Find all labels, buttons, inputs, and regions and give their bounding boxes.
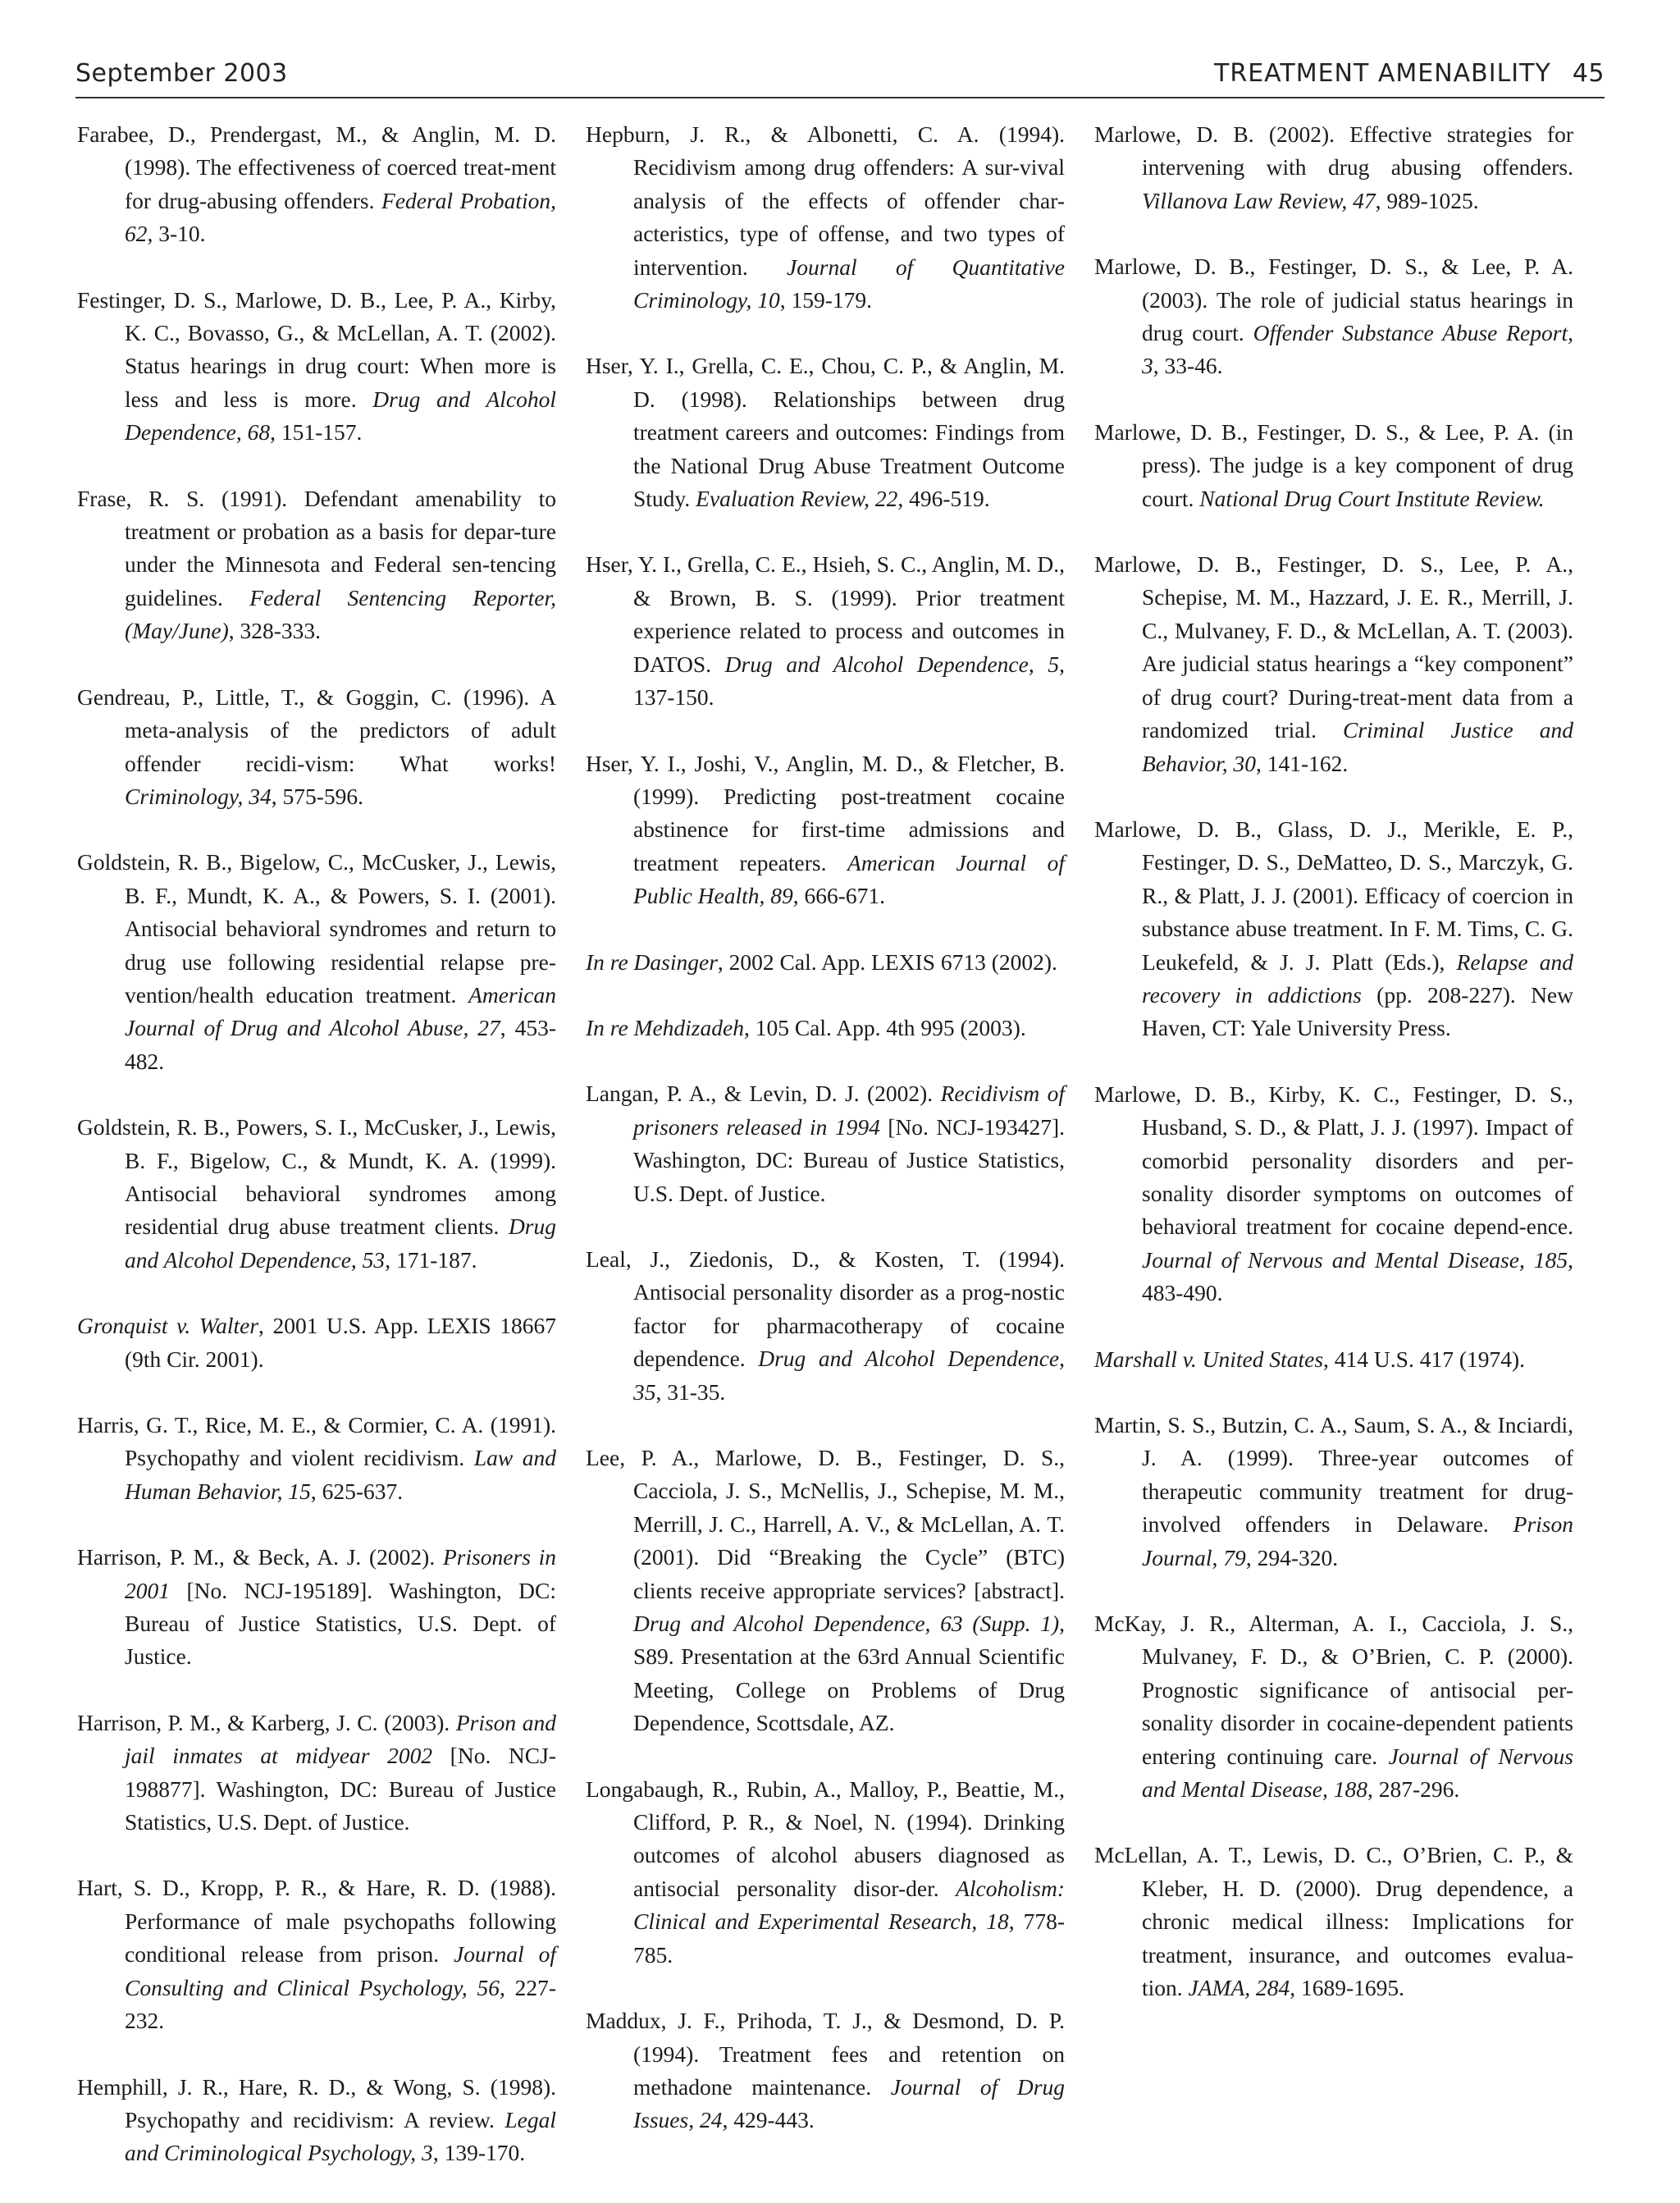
reference-source-italic: Drug and Alcohol Dependence, 35 [633, 1346, 1065, 1405]
reference-text: Farabee, D., Prendergast, M., & Anglin, M. D. (1998). The effectiveness of coerced treat-ment for drug-abusing offenders. [77, 121, 556, 213]
reference-entry [77, 482, 556, 648]
reference-entry [1094, 250, 1573, 383]
reference-text: , 294-320. [1245, 1544, 1339, 1570]
reference-text: Longabaugh, R., Rubin, A., Malloy, P., Beattie, M., Clifford, P. R., & Noel, N. (1994). Drinking outcomes of alcohol abusers diagnosed as antisocial personality disor-der. [586, 1776, 1065, 1901]
reference-text: , 227-232. [125, 1974, 556, 2034]
reference-entry [1094, 1839, 1573, 2004]
reference-text: , 151-157. [270, 419, 363, 446]
reference-text: Hser, Y. I., Grella, C. E., Hsieh, S. C., Anglin, M. D., & Brown, B. S. (1999). Prior treatment experience related to process and outcomes in DATOS. [586, 551, 1065, 677]
reference-source-italic: In re Mehdizadeh [586, 1014, 744, 1040]
reference-source-italic: Journal of Consulting and Clinical Psychology, 56 [125, 1941, 556, 2000]
reference-text: , 171-187. [385, 1246, 477, 1273]
reference-entry [586, 2004, 1065, 2137]
reference-entry [77, 681, 556, 814]
reference-entry [77, 2071, 556, 2170]
reference-source-italic: Offender Substance Abuse Report, 3 [1142, 320, 1573, 379]
reference-text: Marlowe, D. B., Festinger, D. S., Lee, P. A., Schepise, M. M., Hazzard, J. E. R., Merrill, J. C., Mulvaney, F. D., & McLellan, A. T. (2003). Are judicial status hearings a “key component” of drug court? During-treat-ment data from a randomized trial. [1094, 551, 1573, 743]
reference-source-italic: Law and Human Behavior, 15 [125, 1445, 557, 1504]
reference-entry [77, 284, 556, 450]
reference-source-italic: Prison and jail inmates at midyear 2002 [125, 1709, 557, 1769]
reference-source-italic: Journal of Quantitative Criminology, 10 [633, 254, 1065, 313]
running-head-right [1214, 59, 1605, 88]
reference-text: , 625-637. [310, 1478, 404, 1504]
reference-entry [586, 1077, 1065, 1210]
reference-source-italic: Gronquist v. Walter [77, 1313, 259, 1339]
reference-text: Gendreau, P., Little, T., & Goggin, C. (1996). A meta-analysis of the predictors of adult offender recidi-vism: What works! [77, 683, 556, 776]
reference-entry [1094, 118, 1573, 217]
reference-source-italic: Journal of Nervous and Mental Disease, 188 [1142, 1743, 1573, 1803]
reference-source-italic: Drug and Alcohol Dependence, 63 (Supp. 1) [633, 1611, 1060, 1637]
reference-text: Marlowe, D. B., Glass, D. J., Merikle, E. P., Festinger, D. S., DeMatteo, D. S., Marczyk, G. R., & Platt, J. J. (2001). Efficacy of coercion in substance abuse treatment. In F. M. Tims, C. G. Leukefeld, & J. J. Platt (Eds.), [1094, 816, 1573, 975]
reference-entry [586, 1012, 1065, 1044]
reference-entry [77, 1541, 556, 1674]
reference-text: , 31-35. [655, 1378, 726, 1405]
reference-entry [1094, 416, 1573, 515]
reference-source-italic: Prisoners in 2001 [125, 1544, 556, 1603]
reference-entry [77, 1309, 556, 1376]
reference-text: , 287-296. [1367, 1776, 1460, 1803]
reference-text: Langan, P. A., & Levin, D. J. (2002). [586, 1081, 941, 1107]
reference-source-italic: Relapse and recovery in addictions [1142, 948, 1573, 1008]
reference-text: , 414 U.S. 417 (1974). [1323, 1346, 1526, 1372]
reference-source-italic: Evaluation Review, 22 [696, 486, 898, 512]
reference-source-italic: Journal of Drug Issues, 24 [633, 2073, 1065, 2133]
reference-source-italic: Drug and Alcohol Dependence, 53 [125, 1213, 556, 1273]
reference-text: , 139-170. [432, 2140, 526, 2166]
reference-column-1 [77, 118, 556, 2203]
reference-text: , 3-10. [147, 221, 206, 247]
reference-entry [1094, 813, 1573, 1045]
reference-text: Marlowe, D. B., Kirby, K. C., Festinger, D. S., Husband, S. D., & Platt, J. J. (1997). Impact of comorbid personality disorders and per-sonality disorder symptoms on outcomes of behavioral treatment for cocaine depend-ence. [1094, 1081, 1573, 1240]
reference-text: Marlowe, D. B., Festinger, D. S., & Lee, P. A. (2003). The role of judicial status hearings in drug court. [1094, 254, 1573, 346]
reference-text: Goldstein, R. B., Powers, S. I., McCusker, J., Lewis, B. F., Bigelow, C., & Mundt, K. A. (1999). Antisocial behavioral syndromes among residential drug abuse treatment clients. [77, 1114, 556, 1240]
reference-text: [No. NCJ-193427]. Washington, DC: Bureau of Justice Statistics, U.S. Dept. of Justice. [633, 1113, 1065, 1206]
reference-text: Hepburn, J. R., & Albonetti, C. A. (1994). Recidivism among drug offenders: A sur-vival analysis of the effects of offender char-acteristics, type of offense, and two types of intervention. [586, 121, 1065, 280]
reference-text: Leal, J., Ziedonis, D., & Kosten, T. (1994). Antisocial personality disorder as a prog-nostic factor for pharmacotherapy of cocaine dependence. [586, 1245, 1065, 1372]
reference-text: [No. NCJ-195189]. Washington, DC: Bureau of Justice Statistics, U.S. Dept. of Justice. [125, 1577, 556, 1670]
page-number: 45 [1572, 59, 1605, 88]
reference-source-italic: Villanova Law Review, 47 [1142, 187, 1376, 213]
reference-text: Harris, G. T., Rice, M. E., & Cormier, C. A. (1991). Psychopathy and violent recidivism. [77, 1412, 556, 1471]
reference-text: Goldstein, R. B., Bigelow, C., McCusker, J., Lewis, B. F., Mundt, K. A., & Powers, S. I. (2001). Antisocial behavioral syndromes and return to drug use following residential relapse pre-vention/health education treatment. [77, 849, 556, 1008]
reference-text: Hemphill, J. R., Hare, R. D., & Wong, S. (1998). Psychopathy and recidivism: A review. [77, 2073, 556, 2132]
reference-text: , 778-785. [633, 1908, 1065, 1968]
reference-text: Marlowe, D. B., Festinger, D. S., & Lee, P. A. (in press). The judge is a key component of drug court. [1094, 418, 1573, 511]
reference-source-italic: Prison Journal, 79 [1142, 1511, 1573, 1570]
reference-entry [1094, 1607, 1573, 1806]
reference-text: , S89. Presentation at the 63rd Annual Scientific Meeting, College on Problems of Drug Dependence, Scottsdale, AZ. [633, 1611, 1065, 1736]
reference-entry [586, 1773, 1065, 1972]
reference-text: Frase, R. S. (1991). Defendant amenability to treatment or probation as a basis for depar-ture under the Minnesota and Federal sen-tencing guidelines. [77, 485, 556, 610]
reference-text: , 33-46. [1153, 353, 1223, 379]
reference-text: Maddux, J. F., Prihoda, T. J., & Desmond, D. P. (1994). Treatment fees and retention on methadone maintenance. [586, 2008, 1065, 2100]
reference-text: Hser, Y. I., Joshi, V., Anglin, M. D., & Fletcher, B. (1999). Predicting post-treatment cocaine abstinence for first-time admissions and treatment repeaters. [586, 750, 1065, 875]
reference-source-italic: American Journal of Public Health, 89 [633, 849, 1065, 909]
reference-source-italic: Journal of Nervous and Mental Disease, 185 [1142, 1246, 1568, 1273]
reference-text: Marlowe, D. B. (2002). Effective strategies for intervening with drug abusing offenders. [1094, 121, 1573, 181]
reference-text: , 105 Cal. App. 4th 995 (2003). [743, 1014, 1026, 1040]
reference-source-italic: Marshall v. United States [1094, 1346, 1324, 1372]
reference-text: Hart, S. D., Kropp, P. R., & Hare, R. D. (1988). Performance of male psychopaths following conditional release from prison. [77, 1875, 556, 1968]
reference-source-italic: National Drug Court Institute Review. [1199, 485, 1545, 511]
reference-text: Hser, Y. I., Grella, C. E., Chou, C. P., & Anglin, M. D. (1998). Relationships between drug treatment careers and outcomes: Findings from the National Drug Abuse Treatment Outcome Study. [586, 353, 1065, 512]
reference-entry [586, 1243, 1065, 1409]
reference-source-italic: Criminology, 34 [125, 783, 272, 809]
reference-entry [586, 118, 1065, 317]
reference-entry [1094, 548, 1573, 780]
reference-entry [1094, 1078, 1573, 1310]
reference-text: , 2002 Cal. App. LEXIS 6713 (2002). [717, 948, 1057, 975]
reference-source-italic: American Journal of Drug and Alcohol Abuse, 27 [125, 981, 556, 1041]
reference-text: Lee, P. A., Marlowe, D. B., Festinger, D. S., Cacciola, J. S., McNellis, J., Schepise, M. M., Merrill, J. C., Harrell, A. V., & McLellan, A. T. (2001). Did “Breaking the Cycle” (BTC) clients receive appropriate services? [abstract]. [586, 1445, 1065, 1603]
reference-source-italic: In re Dasinger [586, 948, 718, 975]
article-short-title: TREATMENT AMENABILITY [1214, 59, 1551, 88]
reference-text: [No. NCJ-198877]. Washington, DC: Bureau of Justice Statistics, U.S. Dept. of Justice. [125, 1743, 556, 1835]
reference-text: , 137-150. [633, 651, 1065, 711]
reference-source-italic: Alcoholism: Clinical and Experimental Research, 18 [633, 1875, 1065, 1935]
reference-text: , 453-482. [125, 1015, 556, 1074]
reference-entry [77, 118, 556, 251]
reference-source-italic: Federal Probation, 62 [125, 187, 556, 247]
reference-entry [586, 946, 1065, 979]
reference-text: McLellan, A. T., Lewis, D. C., O’Brien, C. P., & Kleber, H. D. (2000). Drug dependence, a chronic medical illness: Implications for treatment, insurance, and outcomes evalua-tion. [1094, 1842, 1573, 2001]
reference-column-3 [1094, 118, 1573, 2038]
reference-text: Harrison, P. M., & Karberg, J. C. (2003). [77, 1709, 456, 1735]
reference-source-italic: Drug and Alcohol Dependence, 68 [125, 386, 556, 446]
reference-text: McKay, J. R., Alterman, A. I., Cacciola, J. S., Mulvaney, F. D., & O’Brien, C. P. (2000). Prognostic significance of antisocial per-sonality disorder in cocaine-dependent patients entering continuing care. [1094, 1611, 1573, 1769]
reference-column-2 [586, 118, 1065, 2170]
reference-entry [77, 1707, 556, 1840]
reference-entry [77, 1872, 556, 2037]
reference-text: , 666-671. [792, 883, 886, 909]
reference-entry [586, 747, 1065, 913]
reference-source-italic: Federal Sentencing Reporter, (May/June) [125, 584, 556, 644]
reference-entry [77, 1409, 556, 1508]
reference-text: , 2001 U.S. App. LEXIS 18667 (9th Cir. 2001). [125, 1313, 556, 1372]
reference-source-italic: Criminal Justice and Behavior, 30 [1142, 717, 1573, 776]
reference-text: Martin, S. S., Butzin, C. A., Saum, S. A., & Inciardi, J. A. (1999). Three-year outcomes of therapeutic community treatment for drug-involved offenders in Delaware. [1094, 1412, 1573, 1538]
reference-entry [586, 1442, 1065, 1740]
reference-text: , 429-443. [722, 2107, 815, 2133]
reference-text: , 989-1025. [1375, 187, 1479, 213]
reference-entry [77, 846, 556, 1078]
reference-text: Harrison, P. M., & Beck, A. J. (2002). [77, 1544, 443, 1570]
reference-text: , 1689-1695. [1290, 1975, 1405, 2001]
reference-entry [1094, 1409, 1573, 1575]
reference-source-italic: Legal and Criminological Psychology, 3 [125, 2106, 556, 2166]
reference-text: , 141-162. [1256, 750, 1349, 776]
running-head [75, 54, 1605, 98]
reference-text: , 483-490. [1142, 1246, 1573, 1306]
reference-source-italic: Drug and Alcohol Dependence, 5 [724, 651, 1060, 677]
reference-entry [1094, 1343, 1573, 1376]
reference-entry [586, 350, 1065, 515]
reference-text: , 159-179. [779, 287, 873, 313]
issue-date: September 2003 [75, 59, 288, 88]
reference-text: Festinger, D. S., Marlowe, D. B., Lee, P. A., Kirby, K. C., Bovasso, G., & McLellan, A. T. (2002). Status hearings in drug court: When more is less and less is more. [77, 286, 556, 412]
reference-source-italic: Recidivism of prisoners released in 1994 [633, 1081, 1065, 1140]
reference-text: , 496-519. [897, 486, 990, 512]
reference-text: , 328-333. [228, 618, 322, 644]
reference-text: (pp. 208-227). New Haven, CT: Yale University Press. [1142, 981, 1573, 1041]
reference-entry [586, 548, 1065, 714]
reference-text: , 575-596. [271, 783, 364, 809]
reference-source-italic: JAMA, 284 [1188, 1975, 1290, 2001]
reference-entry [77, 1111, 556, 1277]
